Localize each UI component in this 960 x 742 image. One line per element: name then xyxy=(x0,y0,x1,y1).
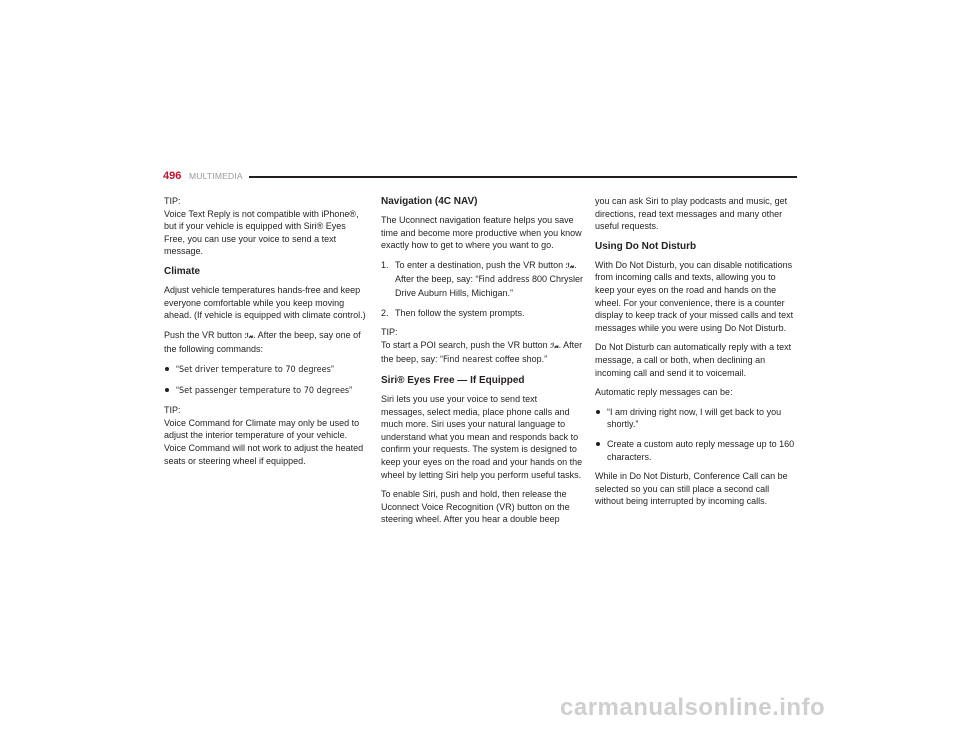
page-number: 496 xyxy=(163,170,182,182)
voice-command: Set passenger temperature to 70 degrees xyxy=(179,385,350,396)
bullet-icon xyxy=(596,410,600,414)
vr-button-icon: ℐ𝓃 xyxy=(565,262,575,270)
do-not-disturb-heading: Using Do Not Disturb xyxy=(595,240,697,252)
climate-intro: Adjust vehicle temperatures hands-free and keep everyone comfortable while you keep moving ahead. (If vehicle is equipped with climate control.) xyxy=(164,284,366,321)
section-title: MULTIMEDIA xyxy=(189,171,243,181)
page-header xyxy=(163,170,797,186)
dnd-paragraph: Automatic reply messages can be: xyxy=(595,387,733,398)
voice-command: Find nearest xyxy=(443,355,493,366)
voice-command: Find address xyxy=(478,275,530,286)
list-item: “Set driver temperature to 70 degrees” xyxy=(164,363,366,377)
tip-label: TIP: xyxy=(381,327,398,338)
navigation-intro: The Uconnect navigation feature helps you save time and become more productive when you know exactly how to get to where you want to go. xyxy=(381,215,582,251)
vr-button-icon: ℐ𝓃 xyxy=(550,342,559,350)
column-3 xyxy=(595,195,797,515)
bullet-icon xyxy=(165,367,169,371)
vr-button-icon: ℐ𝓃 xyxy=(244,332,254,340)
step-item: 1. To enter a destination, push the VR button ℐ𝓃. After the beep, say: “Find address 800 Chrysler Drive Auburn Hills, Michigan.” xyxy=(381,259,583,298)
climate-push-instructions: Push the VR button ℐ𝓃. After the beep, say one of the following commands: xyxy=(164,329,361,355)
watermark: carmanualsonline.info xyxy=(560,694,826,721)
siri-paragraph: To enable Siri, push and hold, then release the Uconnect Voice Recognition (VR) button on the steering wheel. After you hear a double beep xyxy=(381,489,570,525)
navigation-heading: Navigation (4C NAV) xyxy=(381,196,478,207)
tip-text: Voice Command for Climate may only be used to adjust the interior temperature of your vehicle. Voice Command will not work to adjust the heated seats or steering wheel if equipped. xyxy=(164,417,364,466)
siri-heading: Siri® Eyes Free — If Equipped xyxy=(381,374,525,386)
step-item: 2. Then follow the system prompts. xyxy=(381,307,525,318)
dnd-paragraph: While in Do Not Disturb, Conference Call can be selected so you can still place a second call without being interrupted by incoming calls. xyxy=(595,471,788,507)
list-item: “I am driving right now, I will get back to you shortly.” xyxy=(595,406,797,431)
siri-paragraph-continued: you can ask Siri to play podcasts and music, get directions, read text messages and many other useful requests. xyxy=(595,196,788,232)
dnd-paragraph: Do Not Disturb can automatically reply with a text message, a call or both, when declining an incoming call and send it to voicemail. xyxy=(595,342,792,378)
tip-text: Voice Text Reply is not compatible with iPhone®, but if your vehicle is equipped with Siri® Eyes Free, you can use your voice to send a text message. xyxy=(164,208,359,257)
climate-heading: Climate xyxy=(164,265,201,277)
tip-label: TIP: xyxy=(164,405,181,416)
tip-text: To start a POI search, push the VR button ℐ𝓃. After the beep, say: “Find nearest coffee shop.” xyxy=(381,339,583,366)
header-rule xyxy=(249,176,797,178)
dnd-paragraph: With Do Not Disturb, you can disable notifications from incoming calls and texts, allowing you to keep your eyes on the road and hands on the wheel. For your convenience, there is a counter display to keep track of your missed calls and text messages while you were using Do Not Disturb. xyxy=(595,259,794,333)
bullet-icon xyxy=(165,388,169,392)
column-1 xyxy=(164,195,366,474)
list-item: Create a custom auto reply message up to 160 characters. xyxy=(595,438,797,463)
column-2 xyxy=(381,195,583,533)
tip-label: TIP: xyxy=(164,196,181,206)
list-item: “Set passenger temperature to 70 degrees” xyxy=(164,384,366,398)
voice-command: Set driver temperature to 70 degrees xyxy=(179,364,331,375)
bullet-icon xyxy=(596,442,600,446)
siri-paragraph: Siri lets you use your voice to send text messages, select media, place phone calls and much more. Siri uses your natural language to understand what you mean and responds back to confirm your requests. The system is designed to keep your eyes on the road and your hands on the wheel by letting Siri help you perform useful tasks. xyxy=(381,393,583,480)
